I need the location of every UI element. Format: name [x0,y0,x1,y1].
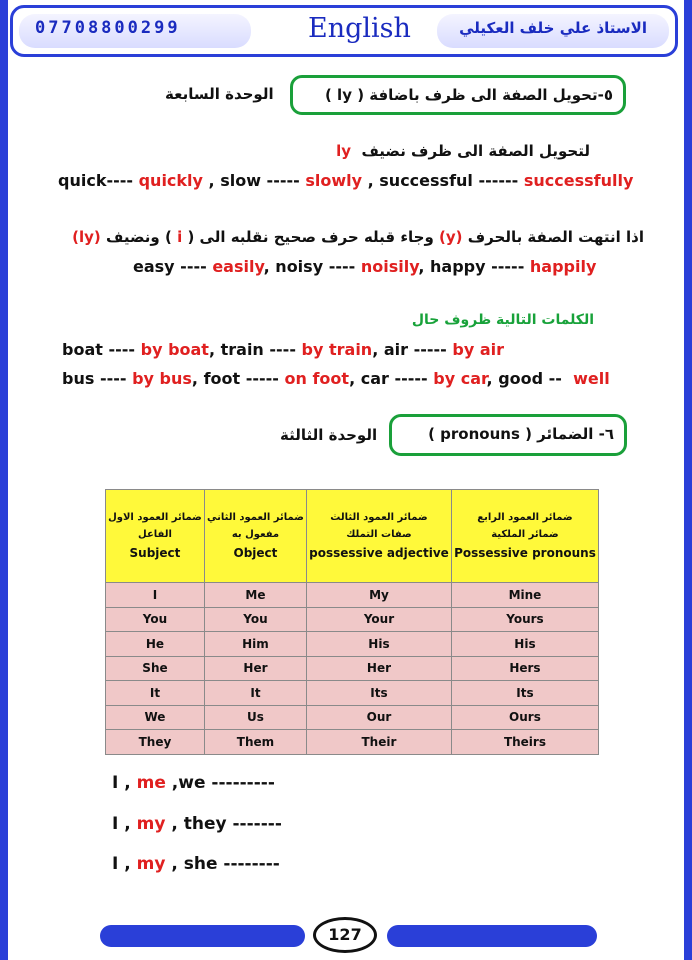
page-header [10,5,678,57]
table-cell: You [204,607,306,632]
right-border [684,0,692,960]
header-ar: ضمائر العمود الرابع [477,512,573,523]
table-row [106,607,599,632]
ex-base: train ---- [220,340,296,359]
ex-base: boat ---- [62,340,136,359]
header-possessive-pronouns [451,490,598,583]
ex-sep: , [208,171,215,190]
manner-adverbs-title: الكلمات التالية ظروف حال [411,312,594,328]
table-cell: Its [451,681,598,706]
ex-base: good -- [498,369,562,388]
ex-sep: , [367,171,374,190]
table-cell: Theirs [451,730,598,755]
rule1-text: لتحويل الصفة الى ظرف نضيف [361,142,590,160]
header-ar: مفعول به [231,529,280,540]
table-cell: We [106,705,205,730]
rule2-part: وجاء قبله حرف صحيح نقلبه الى ( [187,228,434,246]
ex-adverb: easily [212,257,264,276]
ex-base: car ----- [360,369,428,388]
section5-title [290,75,626,115]
left-border [0,0,8,960]
rule2 [72,228,644,246]
ex-adverb: by train [301,340,373,359]
table-cell: He [106,632,205,657]
rule2-letter-y: (y) [439,228,463,246]
ex-adverb: by air [452,340,505,359]
exercise-answer: my [136,814,166,834]
header-ar: الفاعل [138,529,172,540]
header-en: Subject [129,546,181,560]
header-subject [106,490,205,583]
header-ar: ضمائر العمود الاول [108,512,202,523]
pronouns-table [105,489,599,755]
ex-adverb: by car [433,369,487,388]
exercise-text: ,we --------- [171,773,275,793]
ex-sep: , [191,369,198,388]
table-cell: They [106,730,205,755]
ex-adverb: slowly [305,171,363,190]
table-row [106,632,599,657]
exercise-answer: me [136,773,166,793]
footer-bar-right [387,925,597,947]
header-ar: ضمائر العمود الثالث [330,512,428,523]
exercise-3 [112,854,280,874]
footer-bar-left [100,925,305,947]
section5-title-text: ٥-تحويل الصفة الى ظرف باضافة ( ly ) [324,86,613,104]
example-line-3 [62,340,504,359]
table-cell: Me [204,583,306,608]
table-cell: Its [307,681,452,706]
table-row [106,730,599,755]
table-row [106,656,599,681]
table-cell: Him [204,632,306,657]
page-number: 127 [313,917,377,953]
table-cell: It [106,681,205,706]
ex-sep: , [372,340,379,359]
ex-adverb: on foot [284,369,350,388]
header-en: possessive adjective [309,546,449,560]
exercise-text: , she -------- [171,854,280,874]
exercise-text: I , [112,854,131,874]
ex-adverb: successfully [523,171,634,190]
table-cell: Yours [451,607,598,632]
section6-title [389,414,627,456]
header-ar: صفات التملك [346,529,412,540]
exercise-1 [112,773,275,793]
ex-sep: , [263,257,270,276]
table-cell: His [307,632,452,657]
example-line-2 [133,257,596,276]
ex-base: quick---- [58,171,134,190]
ex-sep: , [486,369,493,388]
table-cell: My [307,583,452,608]
teacher-name: الاستاذ علي خلف العكيلي [459,19,647,37]
ex-adverb: noisily [360,257,419,276]
table-cell: She [106,656,205,681]
section5-unit: الوحدة السابعة [165,85,274,103]
table-cell: Mine [451,583,598,608]
rule2-letter-i: i [177,228,183,246]
exercise-2 [112,814,282,834]
rule2-part: اذا انتهت الصفة بالحرف [467,228,644,246]
table-row [106,583,599,608]
table-cell: Hers [451,656,598,681]
rule2-suffix: (ly) [72,228,101,246]
ex-sep: , [349,369,356,388]
rule2-part: ) ونضيف [106,228,172,246]
rule1 [336,142,590,160]
header-object [204,490,306,583]
ex-base: happy ----- [430,257,525,276]
phone-number: 07708800299 [35,18,181,38]
ex-sep: , [208,340,216,359]
table-cell: Us [204,705,306,730]
table-row [106,705,599,730]
table-cell: Her [204,656,306,681]
section6-unit: الوحدة الثالثة [280,426,378,444]
ex-sep: , [418,257,425,276]
header-en: Object [233,546,278,560]
ex-base: noisy ---- [275,257,356,276]
table-row [106,681,599,706]
example-line-1 [58,171,633,190]
header-en: Possessive pronouns [454,546,596,560]
ex-base: air ----- [383,340,447,359]
ex-adverb: quickly [138,171,203,190]
ex-base: easy ---- [133,257,207,276]
rule1-suffix: ly [336,142,351,160]
exercise-text: , they ------- [171,814,282,834]
table-cell: Our [307,705,452,730]
header-ar: ضمائر العمود الثاني [207,512,304,523]
table-cell: Them [204,730,306,755]
ex-adverb: well [573,369,610,388]
ex-adverb: by bus [132,369,192,388]
table-cell: I [106,583,205,608]
subject-title: English [308,13,411,44]
table-cell: Her [307,656,452,681]
section6-title-text: ٦- الضمائر ( pronouns ) [428,425,614,443]
table-cell: You [106,607,205,632]
ex-base: successful ------ [379,171,519,190]
ex-adverb: by boat [140,340,209,359]
table-cell: Ours [451,705,598,730]
ex-base: slow ----- [220,171,300,190]
table-cell: It [204,681,306,706]
table-cell: Their [307,730,452,755]
header-possessive-adjective [307,490,452,583]
exercise-answer: my [136,854,166,874]
ex-base: foot ----- [203,369,279,388]
exercise-text: I , [112,773,131,793]
table-header-row [106,490,599,583]
ex-base: bus ---- [62,369,127,388]
table-cell: His [451,632,598,657]
header-ar: ضمائر الملكية [491,529,559,540]
exercise-text: I , [112,814,131,834]
table-cell: Your [307,607,452,632]
example-line-4 [62,369,610,388]
ex-adverb: happily [529,257,597,276]
